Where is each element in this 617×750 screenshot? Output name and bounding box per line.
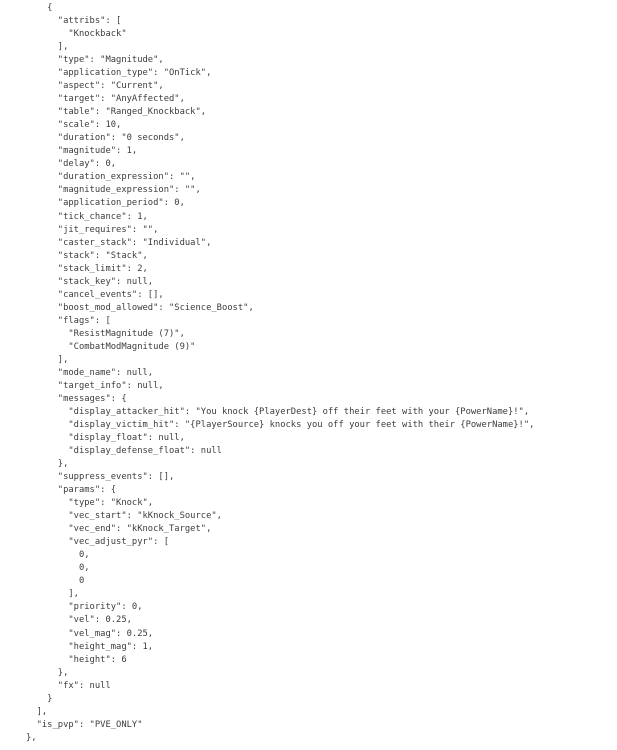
code-line: "scale": 10,: [26, 120, 122, 131]
code-line: "delay": 0,: [26, 159, 117, 170]
code-line: "target_info": null,: [26, 380, 164, 391]
code-line: "table": "Ranged_Knockback",: [26, 107, 207, 118]
code-line: "display_defense_float": null: [26, 446, 222, 457]
code-line: },: [26, 732, 37, 743]
code-line: },: [26, 459, 69, 470]
code-line: "stack_key": null,: [26, 276, 154, 287]
code-line: {: [26, 3, 53, 13]
code-line: "vec_end": "kKnock_Target",: [26, 524, 212, 535]
code-line: "duration": "0 seconds",: [26, 133, 185, 144]
code-line: "type": "Magnitude",: [26, 55, 164, 66]
code-line: "flags": [: [26, 315, 111, 326]
code-line: "aspect": "Current",: [26, 81, 164, 92]
code-line: "tick_chance": 1,: [26, 211, 148, 222]
code-line: "vec_adjust_pyr": [: [26, 537, 169, 548]
code-line: "magnitude_expression": "",: [26, 185, 201, 196]
code-line: "application_type": "OnTick",: [26, 68, 212, 79]
code-line: ],: [26, 42, 69, 53]
code-line: "messages": {: [26, 393, 127, 404]
code-line: "ResistMagnitude (7)",: [26, 328, 185, 339]
code-line: ],: [26, 706, 48, 717]
code-line: "height_mag": 1,: [26, 641, 154, 652]
code-line: "CombatModMagnitude (9)": [26, 341, 196, 352]
code-line: "vel_mag": 0.25,: [26, 628, 154, 639]
code-line: },: [26, 667, 69, 678]
code-line: "display_victim_hit": "{PlayerSource} knocks you off your feet with their {PowerName}!",: [26, 420, 535, 430]
code-line: "target": "AnyAffected",: [26, 94, 185, 105]
code-line: "jit_requires": "",: [26, 224, 159, 235]
code-line: "vec_start": "kKnock_Source",: [26, 511, 222, 522]
code-line: "stack_limit": 2,: [26, 263, 148, 274]
code-line: 0,: [26, 550, 90, 561]
code-line: "priority": 0,: [26, 602, 143, 613]
code-line: "height": 6: [26, 654, 127, 665]
code-line: ],: [26, 354, 69, 365]
code-line: 0: [26, 576, 85, 587]
code-line: "suppress_events": [],: [26, 472, 175, 483]
code-line: "cancel_events": [],: [26, 289, 164, 300]
code-line: "type": "Knock",: [26, 498, 154, 509]
code-line: "magnitude": 1,: [26, 146, 138, 157]
code-line: 0,: [26, 563, 90, 574]
code-line: }: [26, 693, 53, 704]
code-line: "vel": 0.25,: [26, 615, 132, 626]
code-line: "display_float": null,: [26, 433, 185, 444]
code-line: "boost_mod_allowed": "Science_Boost",: [26, 302, 254, 313]
code-line: "attribs": [: [26, 16, 122, 27]
code-line: "is_pvp": "PVE_ONLY": [26, 719, 143, 730]
code-line: "duration_expression": "",: [26, 172, 196, 183]
code-line: "stack": "Stack",: [26, 250, 148, 261]
code-line: "caster_stack": "Individual",: [26, 237, 212, 248]
code-line: "params": {: [26, 485, 117, 496]
code-line: "display_attacker_hit": "You knock {PlayerDest} off their feet with your {PowerName}!",: [26, 406, 530, 417]
code-line: "Knockback": [26, 29, 127, 40]
code-line: "application_period": 0,: [26, 198, 185, 209]
code-line: ],: [26, 589, 79, 600]
code-line: "fx": null: [26, 680, 111, 691]
code-line: "mode_name": null,: [26, 367, 154, 378]
